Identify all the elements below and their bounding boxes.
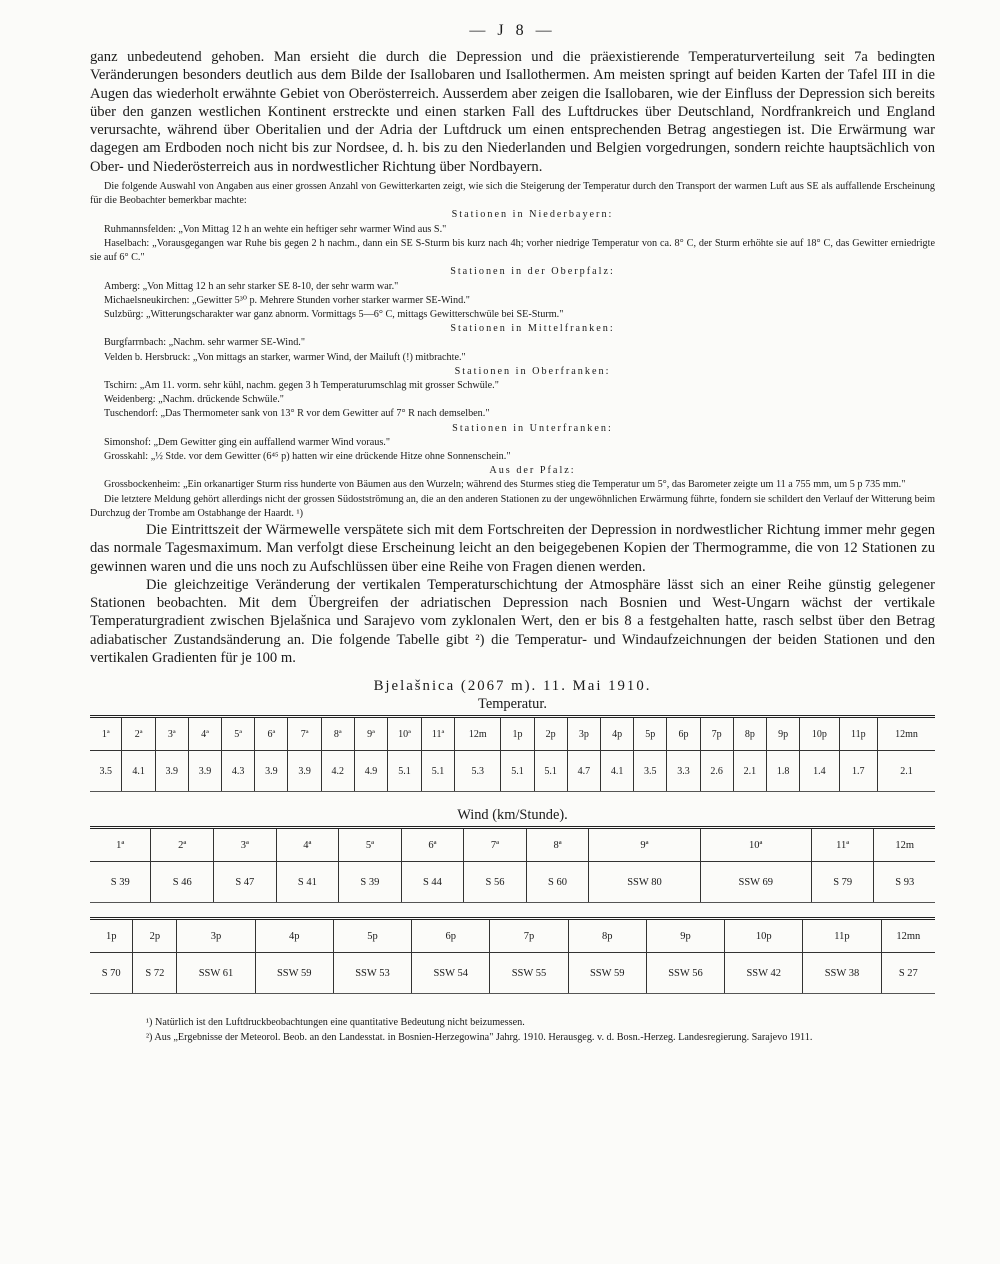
table-cell: 8ª (321, 717, 354, 751)
table-cell: 1p (501, 717, 534, 751)
table-cell: 9ª (589, 828, 700, 862)
table-cell: SSW 59 (568, 953, 646, 994)
report-tuschendorf: Tuschendorf: „Das Thermometer sank von 13° R vor dem Gewitter auf 7° R nach demselben." (104, 408, 490, 420)
table-cell: 5.1 (501, 751, 534, 792)
table-cell: 1.8 (766, 751, 799, 792)
report-simonshof: Simonshof: „Dem Gewitter ging ein auffallend warmer Wind voraus." (104, 436, 391, 448)
table-cell: 9p (766, 717, 799, 751)
table-cell: 1.4 (800, 751, 839, 792)
table-cell: 11p (839, 717, 877, 751)
table-cell: 4p (600, 717, 633, 751)
table-cell: S 56 (464, 862, 527, 903)
table-cell: 12mn (878, 717, 935, 751)
table-cell: 8p (568, 919, 646, 953)
footnote-1: ¹) Natürlich ist den Luftdruckbeobachtungen eine quantitative Bedeutung nicht beizumessen. (146, 1017, 525, 1029)
table-cell: 3.9 (288, 751, 321, 792)
table-cell: 3p (177, 919, 255, 953)
table-cell: 1ª (90, 828, 151, 862)
page-number: — J 8 — (469, 22, 556, 39)
paragraph-1: ganz unbedeutend gehoben. Man ersieht die durch die Depression und die präexistierende Temperaturverteilung seit 7a bedingten Veränderungen besonders deutlich aus dem Bilde der Isallobaren und Isallothermen. Am meisten springt auf beiden Karten der Tafel III in die Augen das wiederholt erwähnte Gebiet von Oberösterreich. Ausserdem aber zeigen die Isallobaren, wie der Einfluss der Depression sich bereits über den ganzen westlichen Kontinent erstreckte und einen starken Fall des Luftdruckes über Deutschland, Nordfrankreich und England verursachte, während über Oberitalien und der Adria der Luftdruck um einen entsprechenden Betrag angestiegen ist. Die Erwärmung war dagegen am Erdboden noch nicht bis zur Nordsee, d. h. bis zu den Niederlanden und Belgien vorgedrungen, sondern reichte hauptsächlich von Ober- und Niederösterreich aus in nordwestlicher Richtung über Nordbayern. (90, 49, 935, 175)
table-cell: 4ª (276, 828, 339, 862)
table-cell: 3ª (214, 828, 277, 862)
table-cell: 6ª (401, 828, 464, 862)
wind-am-values-row (90, 862, 935, 903)
heading-niederbayern: Stationen in Niederbayern: (451, 209, 614, 221)
table-cell: 4.1 (600, 751, 633, 792)
table-cell: 2ª (151, 828, 214, 862)
table-cell: 5.1 (388, 751, 422, 792)
temperature-table (90, 715, 935, 792)
table-cell: 3.9 (155, 751, 188, 792)
report-weidenberg: Weidenberg: „Nachm. drückende Schwüle." (104, 394, 284, 406)
report-ruhmannsfelden: Ruhmannsfelden: „Von Mittag 12 h an wehte ein heftiger sehr warmer Wind aus S." (104, 223, 447, 235)
table-cell: 3.5 (90, 751, 122, 792)
table-cell: 12m (874, 828, 935, 862)
heading-mittelfranken: Stationen in Mittelfranken: (450, 323, 615, 335)
table-cell: 4p (255, 919, 333, 953)
table-cell: 2.1 (878, 751, 935, 792)
table-cell: 6ª (255, 717, 288, 751)
table-cell: 4.7 (567, 751, 600, 792)
table-cell: 6p (667, 717, 700, 751)
paragraph-2: Die Eintrittszeit der Wärmewelle verspätete sich mit dem Fortschreiten der Depression in nordwestlicher Richtung immer mehr gegen das normale Tagesmaximum. Man verfolgt diese Erscheinung leicht an den beigegebenen Kopien der Thermogramme, die von 12 Stationen zu gewinnen waren und die uns noch zu Aufschlüssen über eine Reihe von Fragen dienen werden. (90, 521, 935, 575)
report-tschirn: Tschirn: „Am 11. vorm. sehr kühl, nachm. gegen 3 h Temperaturumschlag mit grosser Schwüle." (104, 379, 499, 391)
table-cell: 2p (133, 919, 177, 953)
table-cell: 10ª (388, 717, 422, 751)
table-cell: 7p (490, 919, 568, 953)
temperature-caption: Temperatur. (478, 696, 547, 713)
station-reports (90, 180, 935, 521)
table-cell: 5ª (222, 717, 255, 751)
table-cell: SSW 42 (725, 953, 803, 994)
report-grossbockenheim: Grossbockenheim: „Ein orkanartiger Sturm riss hunderte von Bäumen aus den Wurzeln; während des Sturmes stieg die Temperatur um 5°, das Barometer zeigte um 11 a 755 mm, um 5 p 735 mm." (104, 479, 906, 491)
wind-table-pm (90, 917, 935, 994)
report-amberg: Amberg: „Von Mittag 12 h an sehr starker SE 8-10, der sehr warm war." (104, 280, 399, 292)
table-cell: 3p (567, 717, 600, 751)
temperature-hours-row (90, 717, 935, 751)
table-cell: 4.1 (122, 751, 155, 792)
table-cell: 3.3 (667, 751, 700, 792)
table-cell: 11ª (811, 828, 874, 862)
table-cell: 10p (800, 717, 839, 751)
report-burgfarrnbach: Burgfarrnbach: „Nachm. sehr warmer SE-Wind." (104, 337, 306, 349)
report-velden: Velden b. Hersbruck: „Von mittags an starker, warmer Wind, der Mailuft (!) mitbrachte." (104, 351, 466, 363)
table-cell: S 27 (881, 953, 935, 994)
table-cell: S 41 (276, 862, 339, 903)
table-cell: 5.1 (421, 751, 454, 792)
table-cell: 9ª (354, 717, 387, 751)
table-cell: 1ª (90, 717, 122, 751)
table-cell: 7ª (464, 828, 527, 862)
table-cell: S 39 (90, 862, 151, 903)
paragraph-3: Die gleichzeitige Veränderung der vertikalen Temperaturschichtung der Atmosphäre lässt sich an einer Reihe günstig gelegener Stationen beobachten. Mit dem Übergreifen der adriatischen Depression nach Bosnien und West-Ungarn wächst der vertikale Temperaturgradient zwischen Bjelašnica und Sarajevo vom zyklonalen Wert, den er bis 8 a festgehalten hatte, rasch selbst über den Betrag adiabatischer Zustandsänderung an. Die folgende Tabelle gibt ²) die Temperatur- und Windaufzeichnungen der beiden Stationen und den vertikalen Gradienten für je 100 m. (90, 576, 935, 667)
heading-oberfranken: Stationen in Oberfranken: (454, 365, 611, 377)
page (90, 22, 935, 1045)
table-cell: 10p (725, 919, 803, 953)
table-cell: SSW 38 (803, 953, 881, 994)
table-cell: 3.9 (188, 751, 221, 792)
table-cell: 2p (534, 717, 567, 751)
wind-table-am (90, 826, 935, 903)
table-cell: 7ª (288, 717, 321, 751)
table-cell: 4.3 (222, 751, 255, 792)
table-cell: 3.5 (634, 751, 667, 792)
table-cell: 5.1 (534, 751, 567, 792)
table-cell: 12mn (881, 919, 935, 953)
table-cell: 6p (412, 919, 490, 953)
table-cell: S 46 (151, 862, 214, 903)
table-cell: 2.6 (700, 751, 733, 792)
table-cell: 5ª (339, 828, 402, 862)
table-cell: 8ª (526, 828, 589, 862)
report-haselbach: Haselbach: „Vorausgegangen war Ruhe bis gegen 2 h nachm., dann ein SE S-Sturm bis kurz nach 4h; vorher niedrige Temperatur von ca. 8° C, der Sturm erhöhte sie auf 18° C, das Gewitter erniedrigte sie auf 6° C." (90, 237, 935, 264)
table-cell: 3.9 (255, 751, 288, 792)
table-cell: 1.7 (839, 751, 877, 792)
table-cell: SSW 53 (333, 953, 411, 994)
table-cell: S 79 (811, 862, 874, 903)
reports-intro: Die folgende Auswahl von Angaben aus einer grossen Anzahl von Gewitterkarten zeigt, wie sich die Steigerung der Temperatur durch den Transport der warmen Luft aus SE als auffallende Erscheinung für die Beobachter bemerkbar machte: (90, 181, 935, 207)
table-cell: SSW 56 (646, 953, 724, 994)
table-cell: SSW 54 (412, 953, 490, 994)
table-cell: S 93 (874, 862, 935, 903)
heading-unterfranken: Stationen in Unterfranken: (452, 422, 613, 434)
table-cell: 12m (455, 717, 501, 751)
table-cell: SSW 80 (589, 862, 700, 903)
wind-caption: Wind (km/Stunde). (457, 807, 568, 824)
table-cell: SSW 61 (177, 953, 255, 994)
table-cell: SSW 55 (490, 953, 568, 994)
table-cell: 9p (646, 919, 724, 953)
table-cell: S 60 (526, 862, 589, 903)
table-cell: S 47 (214, 862, 277, 903)
table-cell: 5.3 (455, 751, 501, 792)
table-cell: 8p (733, 717, 766, 751)
table-title: Bjelašnica (2067 m). 11. Mai 1910. (373, 678, 652, 695)
heading-pfalz: Aus der Pfalz: (489, 465, 576, 477)
table-cell: S 70 (90, 953, 133, 994)
footnote-2: ²) Aus „Ergebnisse der Meteorol. Beob. an den Landesstat. in Bosnien-Herzegowina" Jahrg. 1910. Herausgeg. v. d. Bosn.-Herzeg. Landesregierung. Sarajevo 1911. (146, 1031, 813, 1043)
table-cell: 11ª (421, 717, 454, 751)
table-cell: 2ª (122, 717, 155, 751)
wind-pm-hours-row (90, 919, 935, 953)
heading-oberpfalz: Stationen in der Oberpfalz: (450, 266, 615, 278)
table-cell: 7p (700, 717, 733, 751)
footnotes (90, 1016, 935, 1045)
table-cell: S 39 (339, 862, 402, 903)
table-cell: 1p (90, 919, 133, 953)
wind-am-hours-row (90, 828, 935, 862)
table-cell: 5p (634, 717, 667, 751)
table-cell: 3ª (155, 717, 188, 751)
table-cell: 4.9 (354, 751, 387, 792)
table-cell: 4.2 (321, 751, 354, 792)
table-cell: 11p (803, 919, 881, 953)
table-cell: 5p (333, 919, 411, 953)
table-cell: 4ª (188, 717, 221, 751)
table-cell: S 44 (401, 862, 464, 903)
table-cell: 10ª (700, 828, 811, 862)
table-cell: SSW 69 (700, 862, 811, 903)
report-grosskahl: Grosskahl: „½ Stde. vor dem Gewitter (6⁴⁵ p) hatten wir eine drückende Hitze ohne Sonnenschein." (104, 450, 511, 462)
report-sulzburg: Sulzbürg: „Witterungscharakter war ganz abnorm. Vormittags 5—6° C, mittags Gewitterschwüle bei SE-Sturm." (104, 308, 564, 320)
table-cell: SSW 59 (255, 953, 333, 994)
reports-note: Die letztere Meldung gehört allerdings nicht der grossen Südostströmung an, die an den anderen Stationen zu der ungewöhnlichen Erwärmung führte, fondern sie schildert den Verlauf der Witterung beim Durchzug der Trombe am Ostabhange der Haardt. ¹) (90, 493, 935, 519)
report-michaelsneukirchen: Michaelsneukirchen: „Gewitter 5³⁰ p. Mehrere Stunden vorher starker warmer SE-Wind." (104, 294, 470, 306)
wind-pm-values-row (90, 953, 935, 994)
temperature-values-row (90, 751, 935, 792)
table-cell: S 72 (133, 953, 177, 994)
table-cell: 2.1 (733, 751, 766, 792)
